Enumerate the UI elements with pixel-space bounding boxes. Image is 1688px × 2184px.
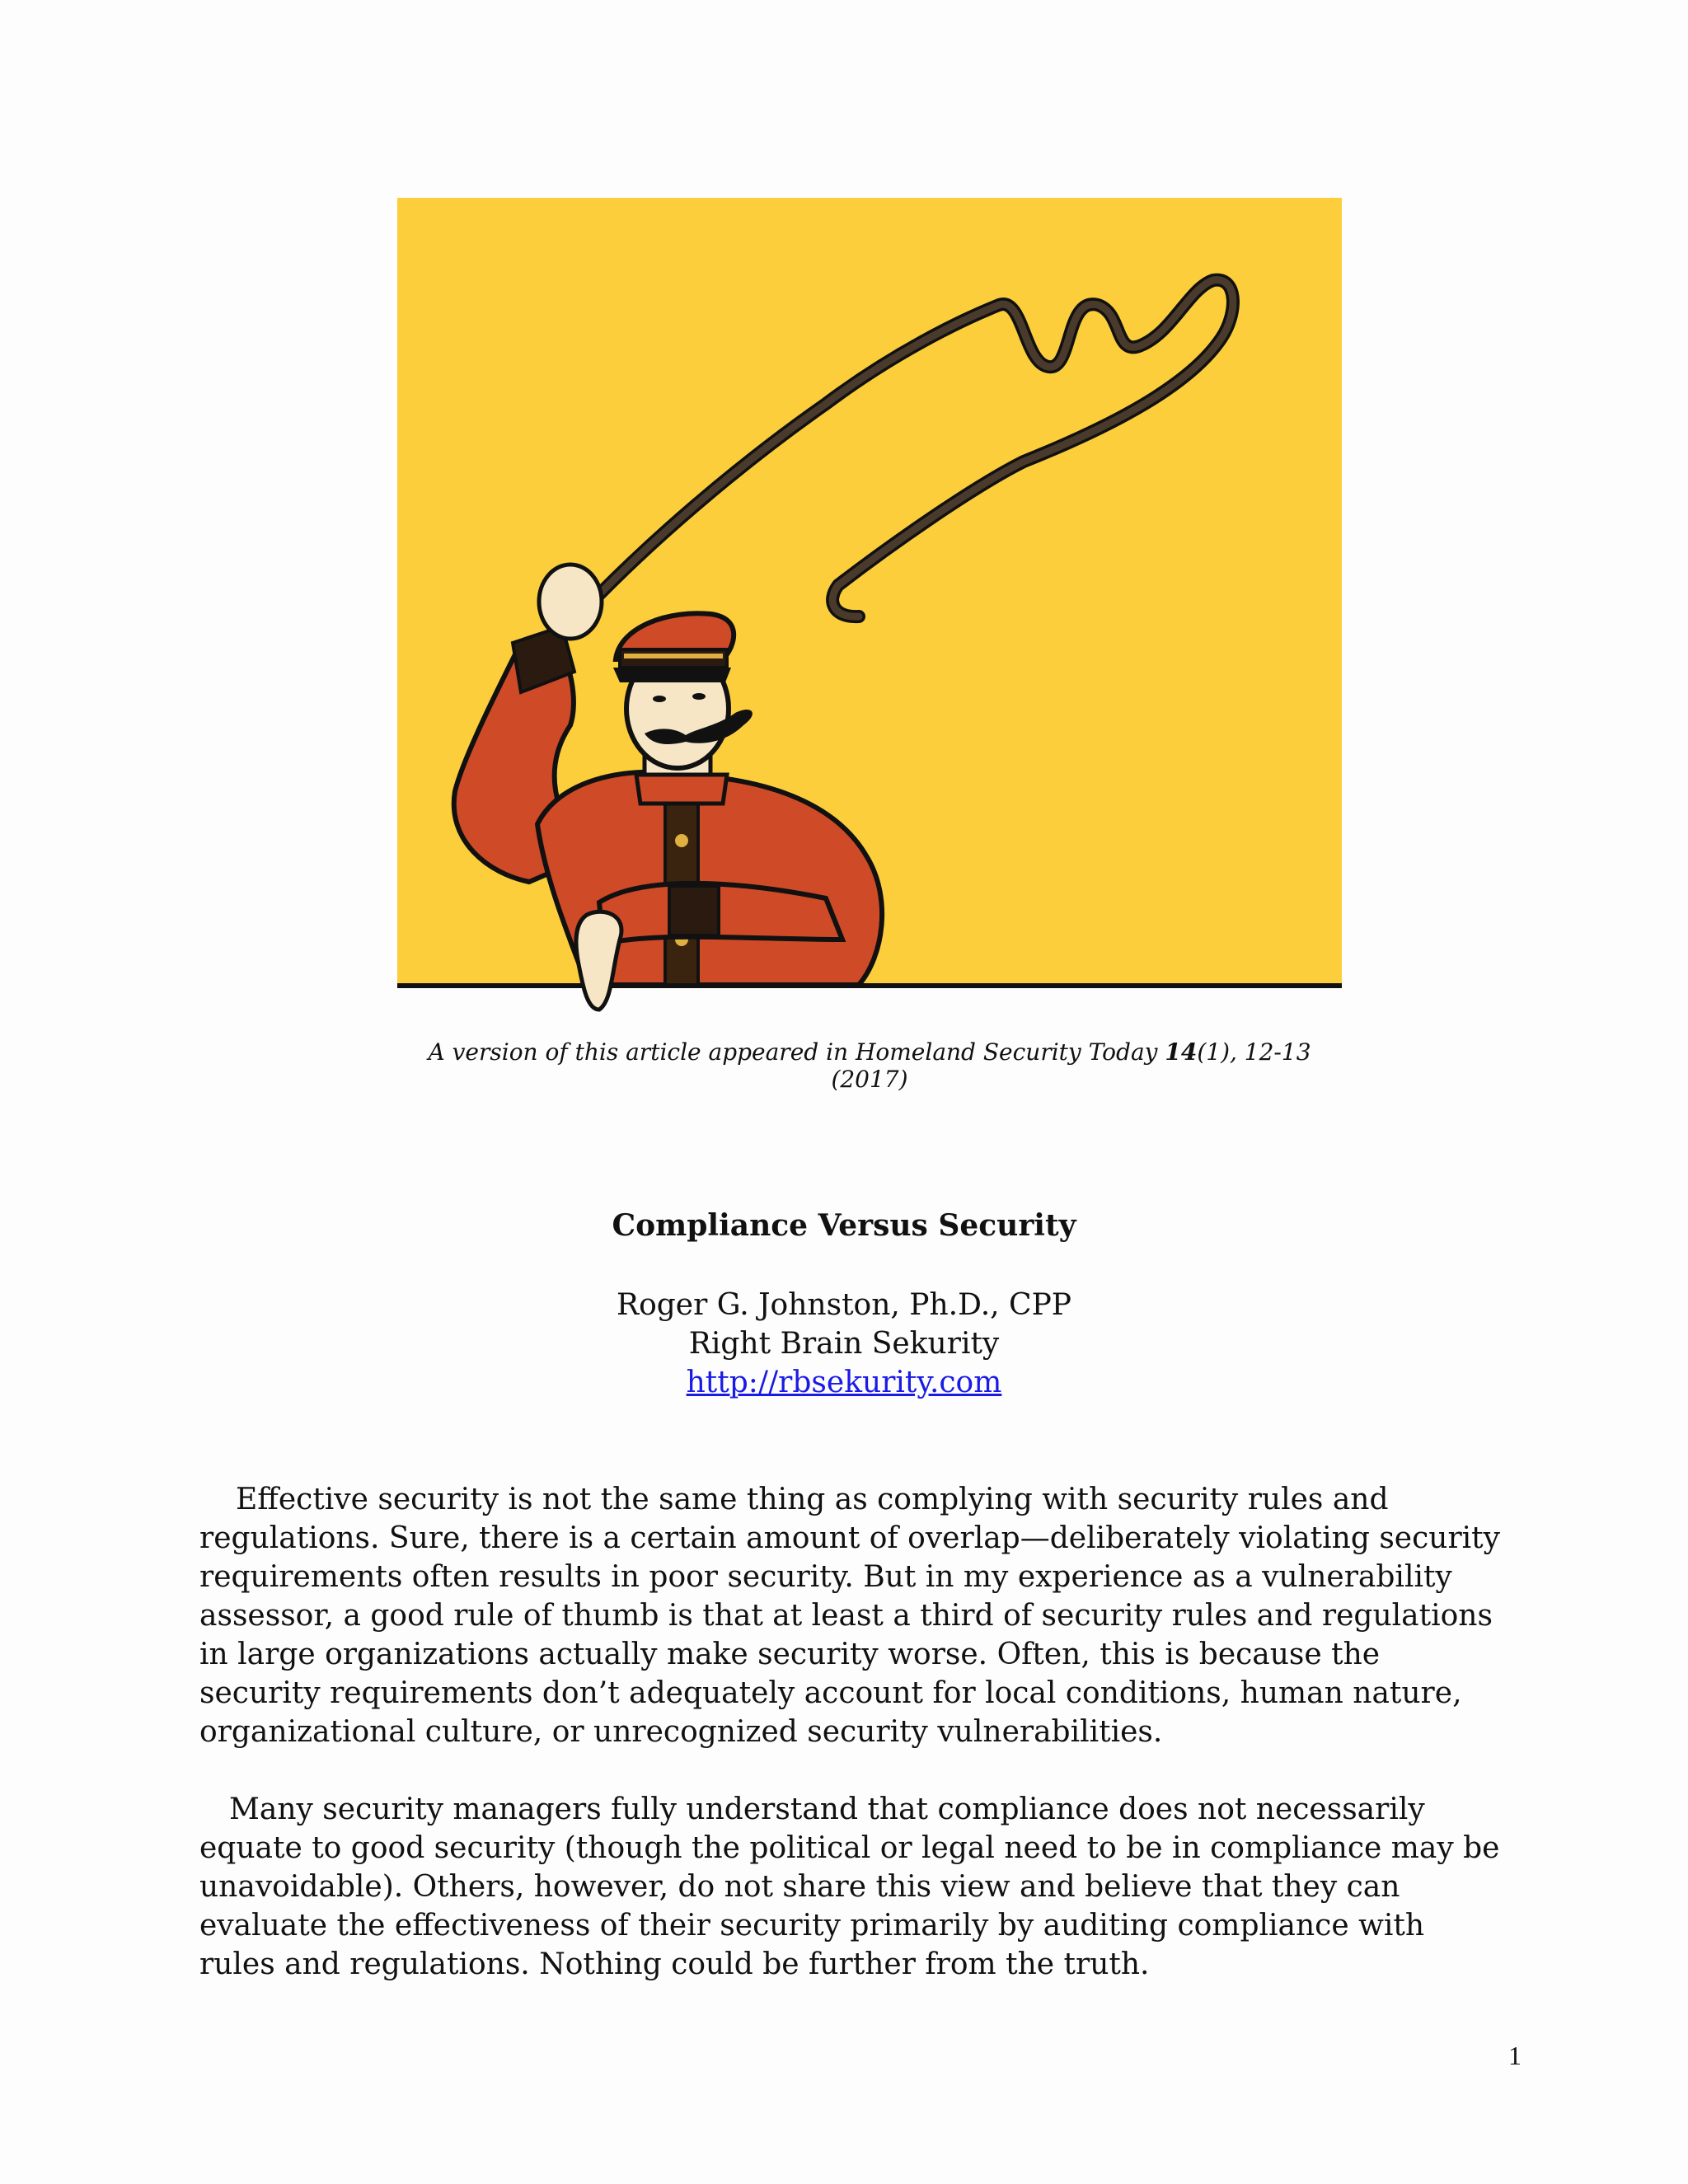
organization-name: Right Brain Sekurity xyxy=(688,1327,1000,1361)
page-number: 1 xyxy=(1508,2041,1522,2070)
author-name: Roger G. Johnston, Ph.D., CPP xyxy=(616,1288,1072,1322)
article-illustration xyxy=(397,198,1342,1014)
body-paragraph: Many security managers fully understand that compliance does not necessarily equate to good security (though the political or legal need to be in compliance may be unavoidable). Others, however, do not share this view and believe that they can evaluate the effectiveness of their security primarily by auditing compliance with rules and regulations. Nothing could be further from the truth. xyxy=(199,1793,1500,1981)
article-title: Compliance Versus Security xyxy=(612,1208,1076,1243)
body-paragraph: Effective security is not the same thing as complying with security rules and regulations. Sure, there is a certain amount of overlap—deliberately violating security requirements often results in poor security. But in my experience as a vulnerability assessor, a good rule of thumb is that at least a third of security rules and regulations in large organizations actually make security worse. Often, this is because the security requirements don’t adequately account for local conditions, human nature, organizational culture, or unrecognized security vulnerabilities. xyxy=(199,1483,1500,1749)
image-caption xyxy=(397,1038,1342,1093)
caption-volume: 14 xyxy=(1165,1038,1198,1066)
byline xyxy=(0,1286,1688,1402)
caption-suffix: (1), 12-13 (2017) xyxy=(831,1038,1311,1093)
caption-prefix: A version of this article appeared in Homeland Security Today xyxy=(428,1038,1165,1066)
website-link[interactable]: http://rbsekurity.com xyxy=(686,1366,1002,1399)
illustration-baseline xyxy=(397,983,1342,988)
